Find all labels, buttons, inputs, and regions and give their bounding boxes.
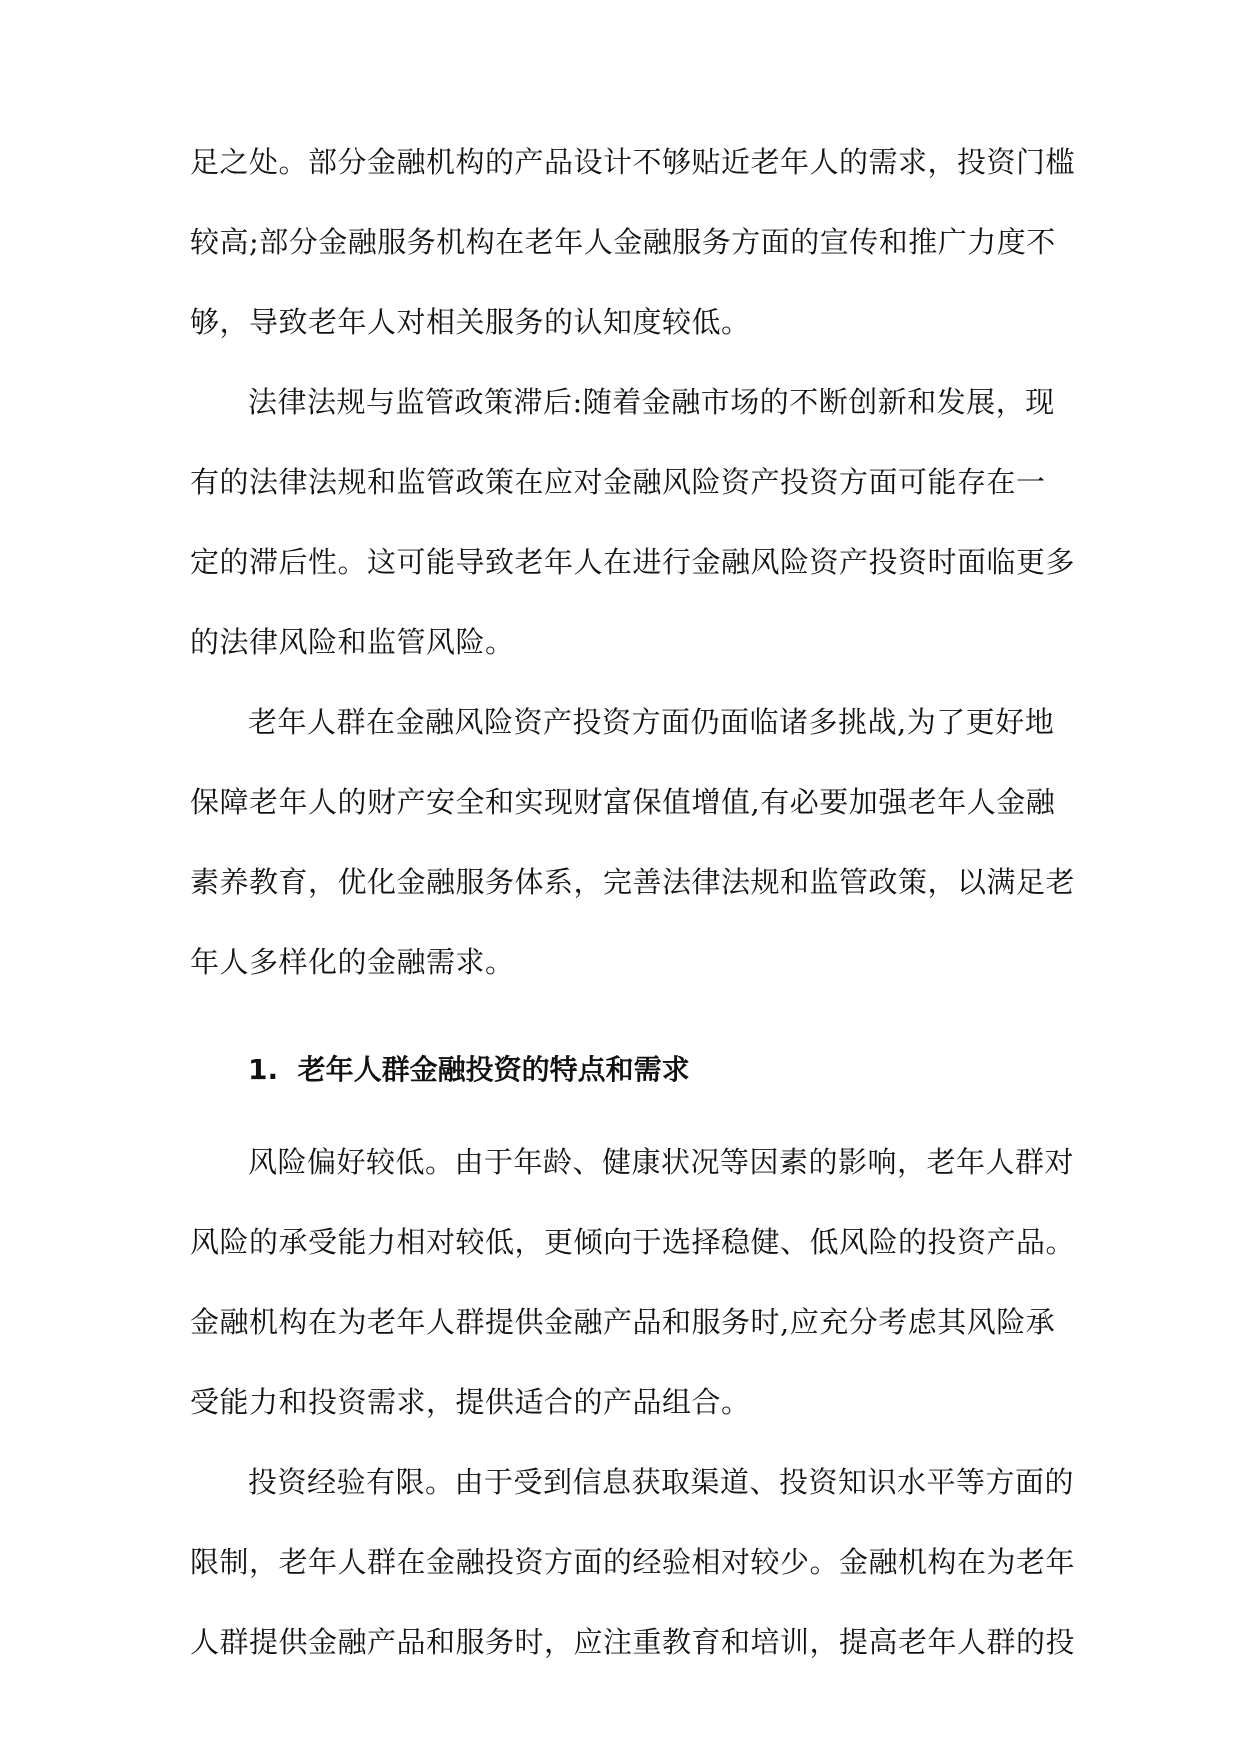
body-text-line: 限制，老年人群在金融投资方面的经验相对较少。金融机构在为老年 bbox=[190, 1545, 1076, 1579]
body-text-line: 人群提供金融产品和服务时，应注重教育和培训，提高老年人群的投 bbox=[190, 1625, 1076, 1659]
body-text-line: 法律法规与监管政策滞后:随着金融市场的不断创新和发展，现 bbox=[248, 385, 1055, 419]
body-text-line: 风险的承受能力相对较低，更倾向于选择稳健、低风险的投资产品。 bbox=[190, 1225, 1076, 1259]
body-text-line: 年人多样化的金融需求。 bbox=[190, 945, 515, 979]
body-text-line: 较高;部分金融服务机构在老年人金融服务方面的宣传和推广力度不 bbox=[190, 225, 1056, 259]
body-text-line: 投资经验有限。由于受到信息获取渠道、投资知识水平等方面的 bbox=[248, 1465, 1075, 1499]
section-number: 1. bbox=[248, 1053, 279, 1086]
body-text-line: 有的法律法规和监管政策在应对金融风险资产投资方面可能存在一 bbox=[190, 465, 1046, 499]
section-title: 老年人群金融投资的特点和需求 bbox=[297, 1053, 690, 1086]
body-text-line: 的法律风险和监管风险。 bbox=[190, 625, 515, 659]
body-text-line: 素养教育，优化金融服务体系，完善法律法规和监管政策，以满足老 bbox=[190, 865, 1076, 899]
body-text-line: 定的滞后性。这可能导致老年人在进行金融风险资产投资时面临更多 bbox=[190, 545, 1076, 579]
body-text-line: 足之处。部分金融机构的产品设计不够贴近老年人的需求，投资门槛 bbox=[190, 145, 1076, 179]
body-text-line: 风险偏好较低。由于年龄、健康状况等因素的影响，老年人群对 bbox=[248, 1145, 1075, 1179]
section-heading bbox=[248, 1050, 1070, 1090]
body-text-line: 金融机构在为老年人群提供金融产品和服务时,应充分考虑其风险承 bbox=[190, 1305, 1056, 1339]
body-text-line: 老年人群在金融风险资产投资方面仍面临诸多挑战,为了更好地 bbox=[248, 705, 1055, 739]
body-text-line: 受能力和投资需求，提供适合的产品组合。 bbox=[190, 1385, 751, 1419]
body-text-line: 保障老年人的财产安全和实现财富保值增值,有必要加强老年人金融 bbox=[190, 785, 1056, 819]
body-text-line: 够，导致老年人对相关服务的认知度较低。 bbox=[190, 305, 751, 339]
